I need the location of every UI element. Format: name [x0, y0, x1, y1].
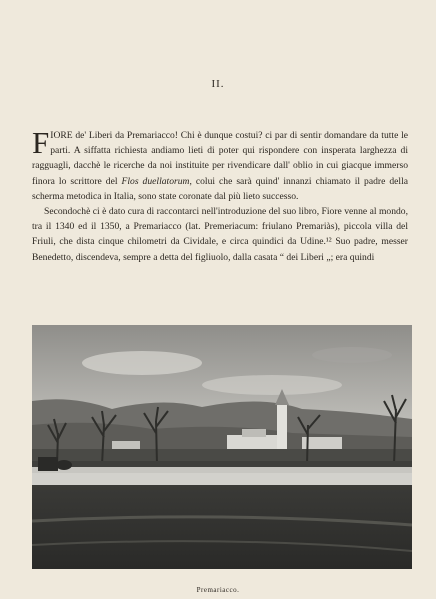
paragraph-1-text-a: de' Liberi da Premariacco! Chi è dunque costui? ci par di sentir domandare da tutte le parti. A siffatta richiesta andiamo lieti di poter qui rispondere con insperata larghezza di ragguagli, dacchè le ricerche da noi instituite per rivendicare dall' oblio in cui giacque immerso finora lo scrittore del	[32, 130, 408, 187]
paragraph-2: Secondochè ci è dato cura di raccontarci nell'introduzione del suo libro, Fiore venne al mondo, tra il 1340 ed il 1350, a Premariacco (lat. Premeriacum: friulano Premariàs), piccola villa del Friuli, che dista cinque chilometri da Cividale, e circa quindici da Udine.¹² Suo padre, messer Benedetto, discendeva, sempre a detta del figliuolo, dalla casata “ dei Liberi „; era quindi	[32, 206, 408, 263]
paragraph-1-text-b: , colui che sarà quind' innanzi chiamato il padre della scherma metodica in Italia, sono state coronate dal più lieto successo.	[32, 175, 408, 202]
photo-caption: Premariacco.	[196, 586, 240, 594]
photograph-premariacco	[32, 325, 412, 569]
photo-landscape	[32, 325, 412, 569]
paragraph-1-lead: IORE	[50, 130, 73, 141]
drop-cap: F	[32, 125, 50, 160]
book-title: Flos duellatorum	[121, 175, 190, 187]
body-text	[32, 125, 408, 265]
paragraph-1	[32, 125, 408, 204]
chapter-numeral: II.	[211, 78, 225, 90]
